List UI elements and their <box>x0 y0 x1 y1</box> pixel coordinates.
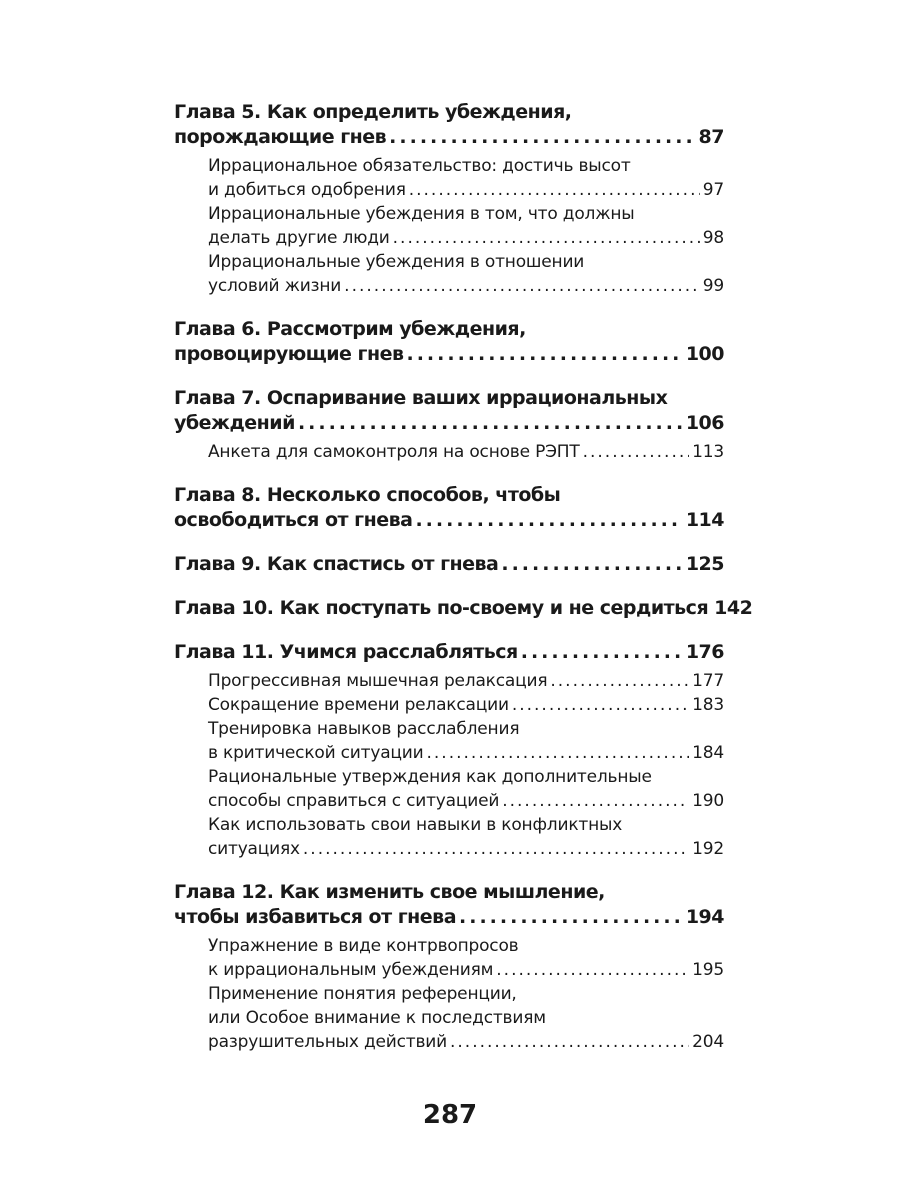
toc-chapter-entry <box>174 386 724 436</box>
toc-entry-title-line: Глава 9. Как спастись от гнева <box>174 553 499 575</box>
toc-chapter-entry <box>174 317 724 367</box>
toc-section-entry <box>208 693 724 717</box>
toc-entry-title-line: порождающие гнев <box>174 126 387 148</box>
toc-page-number: 97 <box>702 180 724 200</box>
toc-entry-last-line <box>208 958 724 982</box>
toc-entry-title-line: Глава 5. Как определить убеждения, <box>174 101 572 123</box>
toc-entry-title-line: Тренировка навыков расслабления <box>208 719 520 739</box>
table-of-contents <box>174 100 753 1054</box>
toc-entry-title-line: Глава 12. Как изменить свое мышление, <box>174 881 605 903</box>
toc-entry-title-line: Глава 7. Оспаривание ваших иррациональных <box>174 387 668 409</box>
toc-entry-title-line: или Особое внимание к последствиям <box>208 1008 546 1028</box>
toc-chapter-entry <box>174 640 724 665</box>
toc-chapter-entry <box>174 880 724 930</box>
toc-entry-title-line: убеждений <box>174 412 295 434</box>
toc-entry-last-line <box>208 669 724 693</box>
toc-entry-title-line: Иррациональное обязательство: достичь высот <box>208 156 631 176</box>
toc-section-entry <box>208 934 724 982</box>
dot-leader <box>393 226 700 250</box>
toc-entry-last-line <box>208 741 724 765</box>
toc-entry-title-line: Упражнение в виде контрвопросов <box>208 936 519 956</box>
dot-leader <box>298 411 683 436</box>
toc-entry-last-line <box>208 226 724 250</box>
toc-chapter-entry <box>174 483 724 533</box>
toc-entry-title-line: Глава 6. Рассмотрим убеждения, <box>174 318 526 340</box>
toc-entry-title-line: Сокращение времени релаксации <box>208 695 509 715</box>
toc-entry-title-line: условий жизни <box>208 276 342 296</box>
dot-leader <box>389 125 695 150</box>
dot-leader <box>407 342 683 367</box>
toc-page-number: 114 <box>685 509 724 531</box>
toc-entry-last-line <box>208 837 724 861</box>
toc-entry-title-line: делать другие люди <box>208 228 390 248</box>
toc-page-number: 98 <box>702 228 724 248</box>
toc-page-number: 106 <box>685 412 724 434</box>
toc-chapter-entry <box>174 596 753 621</box>
toc-entry-last-line <box>208 789 724 813</box>
toc-page-number: 125 <box>685 553 724 575</box>
toc-entry-last-line <box>208 274 724 298</box>
toc-section-entry <box>208 669 724 693</box>
dot-leader <box>303 837 689 861</box>
toc-page-number: 190 <box>692 791 724 811</box>
dot-leader <box>496 958 689 982</box>
toc-entry-last-line <box>208 693 724 717</box>
dot-leader <box>583 440 690 464</box>
toc-entry-last-line <box>174 552 724 577</box>
toc-page-number: 99 <box>702 276 724 296</box>
dot-leader <box>415 508 682 533</box>
toc-entry-title-line: Иррациональные убеждения в отношении <box>208 252 585 272</box>
toc-entry-title-line: и добиться одобрения <box>208 180 406 200</box>
toc-entry-title-line: Глава 8. Несколько способов, чтобы <box>174 484 561 506</box>
toc-page-number: 184 <box>692 743 724 763</box>
toc-entry-title-line: Применение понятия референции, <box>208 984 517 1004</box>
toc-entry-title-line: Рациональные утверждения как дополнительные <box>208 767 652 787</box>
toc-section-entry <box>208 250 724 298</box>
toc-entry-title-line: способы справиться с ситуацией <box>208 791 500 811</box>
toc-entry-last-line <box>174 411 724 436</box>
toc-section-entry <box>208 765 724 813</box>
toc-section-entry <box>208 154 724 202</box>
toc-entry-last-line <box>174 342 724 367</box>
dot-leader <box>512 693 689 717</box>
dot-leader <box>344 274 700 298</box>
toc-page-number: 176 <box>685 641 724 663</box>
toc-page-number: 142 <box>714 597 753 619</box>
toc-entry-title-line: провоцирующие гнев <box>174 343 404 365</box>
toc-entry-last-line <box>208 440 724 464</box>
dot-leader <box>502 789 689 813</box>
dot-leader <box>521 640 683 665</box>
toc-entry-title-line: Глава 10. Как поступать по-своему и не сердиться <box>174 597 709 619</box>
dot-leader <box>450 1030 689 1054</box>
toc-page-number: 100 <box>685 343 724 365</box>
toc-page-number: 183 <box>692 695 724 715</box>
toc-entry-title-line: разрушительных действий <box>208 1032 447 1052</box>
toc-entry-last-line <box>174 596 753 621</box>
toc-entry-title-line: в критической ситуации <box>208 743 424 763</box>
dot-leader <box>550 669 689 693</box>
toc-entry-title-line: освободиться от гнева <box>174 509 413 531</box>
toc-chapter-entry <box>174 552 724 577</box>
toc-entry-last-line <box>174 905 724 930</box>
toc-page-number: 192 <box>692 839 724 859</box>
toc-entry-title-line: Прогрессивная мышечная релаксация <box>208 671 548 691</box>
toc-section-entry <box>208 813 724 861</box>
dot-leader <box>459 905 683 930</box>
toc-entry-last-line <box>208 1030 724 1054</box>
toc-page-number: 87 <box>698 126 724 148</box>
toc-page-number: 113 <box>692 442 724 462</box>
toc-page-number: 204 <box>692 1032 724 1052</box>
dot-leader <box>427 741 690 765</box>
toc-entry-title-line: ситуациях <box>208 839 300 859</box>
toc-entry-title-line: Глава 11. Учимся расслабляться <box>174 641 518 663</box>
toc-section-entry <box>208 982 724 1054</box>
toc-section-entry <box>208 202 724 250</box>
toc-section-entry <box>208 717 724 765</box>
toc-page-number: 194 <box>685 906 724 928</box>
toc-entry-last-line <box>208 178 724 202</box>
toc-page-number: 195 <box>692 960 724 980</box>
toc-section-entry <box>208 440 724 464</box>
dot-leader <box>409 178 700 202</box>
toc-entry-title-line: чтобы избавиться от гнева <box>174 906 457 928</box>
toc-entry-title-line: к иррациональным убеждениям <box>208 960 494 980</box>
toc-entry-last-line <box>174 508 724 533</box>
toc-entry-last-line <box>174 640 724 665</box>
page-number: 287 <box>422 1100 478 1130</box>
dot-leader <box>501 552 682 577</box>
toc-entry-title-line: Как использовать свои навыки в конфликтных <box>208 815 623 835</box>
toc-chapter-entry <box>174 100 724 150</box>
toc-entry-title-line: Иррациональные убеждения в том, что должны <box>208 204 635 224</box>
toc-entry-title-line: Анкета для самоконтроля на основе РЭПТ <box>208 442 580 462</box>
toc-entry-last-line <box>174 125 724 150</box>
toc-page-number: 177 <box>692 671 724 691</box>
